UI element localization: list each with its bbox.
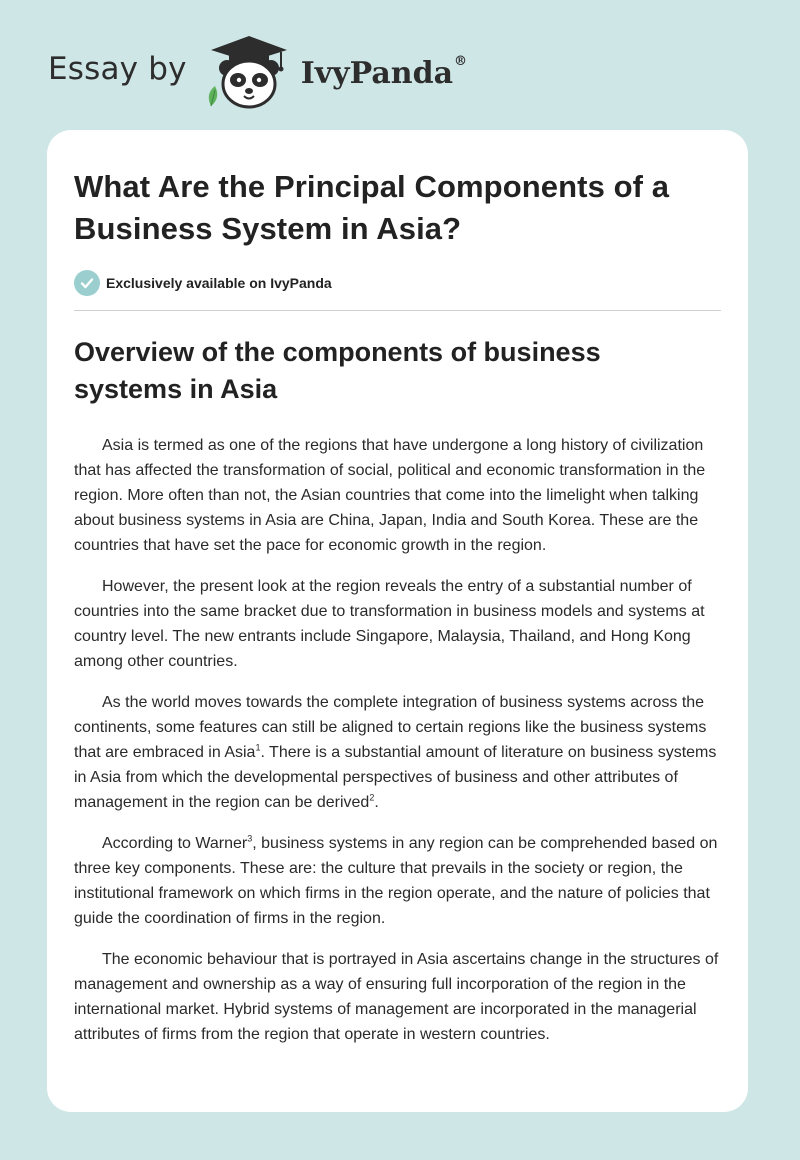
footnote-ref-1[interactable]: 1 [255, 742, 261, 753]
check-circle-icon [74, 270, 100, 296]
paragraph-1: Asia is termed as one of the regions that have undergone a long history of civilization that has affected the transformation of social, political and economic transformation in the region. More often than not, the Asian countries that come into the limelight when talking about business systems in Asia are China, Japan, India and South Korea. These are the countries that have set the pace for economic growth in the region. [74, 437, 706, 554]
footnote-ref-3[interactable]: 3 [247, 833, 253, 844]
essay-body [74, 433, 721, 1047]
paragraph-4: According to Warner$^3$, business systems in any region can be comprehended based on three key components. These are: the culture that prevails in the society or region, the institutional framework on which firms in the region operate, and the nature of policies that guide the coordination of firms in the region. [74, 833, 718, 927]
essay-by-label: Essay by [48, 51, 187, 87]
divider [74, 310, 721, 311]
site-header [48, 34, 467, 110]
paragraph-5: The economic behaviour that is portrayed in Asia ascertains change in the structures of management and ownership as a way of ensuring full incorporation of the region in the international market. Hybrid systems of management are incorporated in the managerial attributes of firms from the region that operate in western countries. [74, 951, 719, 1043]
footnote-ref-2[interactable]: 2 [369, 792, 375, 803]
essay-card [47, 130, 748, 1112]
brand-name[interactable]: IvyPanda® [300, 53, 468, 91]
badge-label: Exclusively available on IvyPanda [106, 275, 332, 291]
section-heading: Overview of the components of business systems in Asia [74, 337, 601, 404]
panda-logo-icon[interactable] [201, 34, 297, 110]
exclusive-badge [74, 270, 721, 296]
paragraph-3: As the world moves towards the complete integration of business systems across the continents, some features can still be aligned to certain regions like the business systems that are embraced in Asia$^1$. There is a substantial amount of literature on business systems in Asia from which the developmental perspectives of business and other attributes of management in the region can be derived$^2$. [74, 694, 717, 811]
paragraph-2: However, the present look at the region reveals the entry of a substantial number of countries into the same bracket due to transformation in business models and systems at country level. The new entrants include Singapore, Malaysia, Thailand, and Hong Kong among other countries. [74, 578, 705, 670]
page-title: What Are the Principal Components of a Business System in Asia? [74, 169, 670, 246]
